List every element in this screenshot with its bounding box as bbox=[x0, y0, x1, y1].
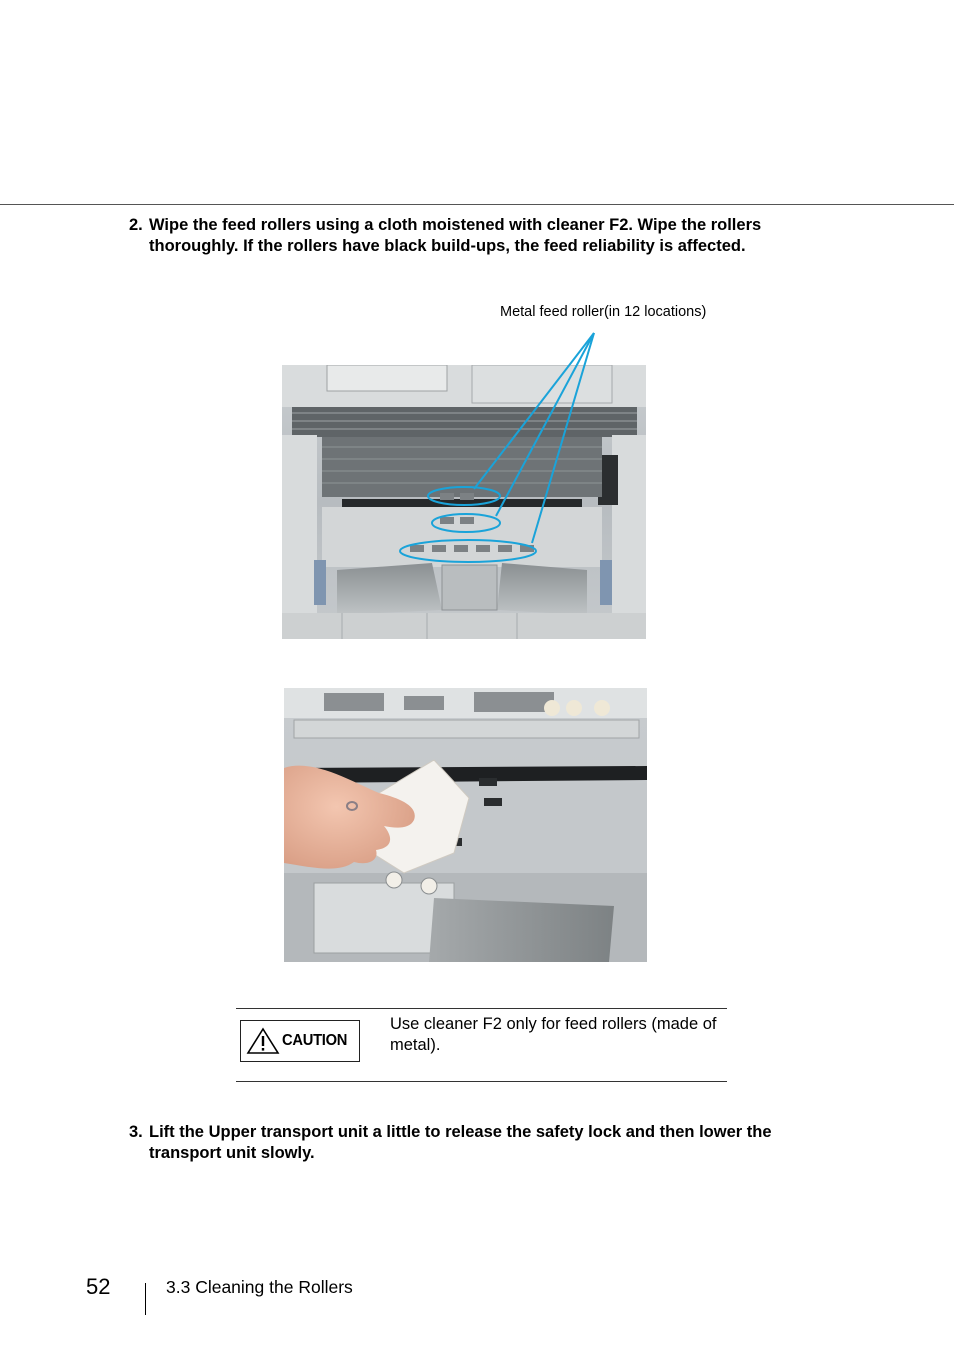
step-3-number: 3. bbox=[129, 1123, 143, 1141]
footer-divider bbox=[145, 1283, 146, 1315]
step-2 bbox=[129, 215, 829, 257]
callout-label: Metal feed roller(in 12 locations) bbox=[500, 304, 707, 320]
caution-badge bbox=[240, 1020, 360, 1062]
step-3 bbox=[129, 1122, 829, 1164]
warning-triangle-icon bbox=[246, 1027, 280, 1055]
step-2-number: 2. bbox=[129, 216, 143, 234]
wiping-rollers-photo bbox=[284, 688, 647, 962]
step-2-text: Wipe the feed rollers using a cloth moistened with cleaner F2. Wipe the rollers thoroughly. If the rollers have black build-ups, the feed reliability is affected. bbox=[149, 216, 762, 255]
caution-label: CAUTION bbox=[282, 1032, 348, 1049]
caution-text: Use cleaner F2 only for feed rollers (made of metal). bbox=[390, 1015, 717, 1054]
caution-note bbox=[236, 1008, 727, 1082]
page-number: 52 bbox=[86, 1274, 111, 1299]
step-3-text: Lift the Upper transport unit a little to release the safety lock and then lower the transport unit slowly. bbox=[149, 1123, 772, 1162]
footer-section-title: 3.3 Cleaning the Rollers bbox=[166, 1277, 353, 1297]
scanner-feed-rollers-photo bbox=[282, 365, 646, 639]
header-rule bbox=[0, 204, 954, 205]
